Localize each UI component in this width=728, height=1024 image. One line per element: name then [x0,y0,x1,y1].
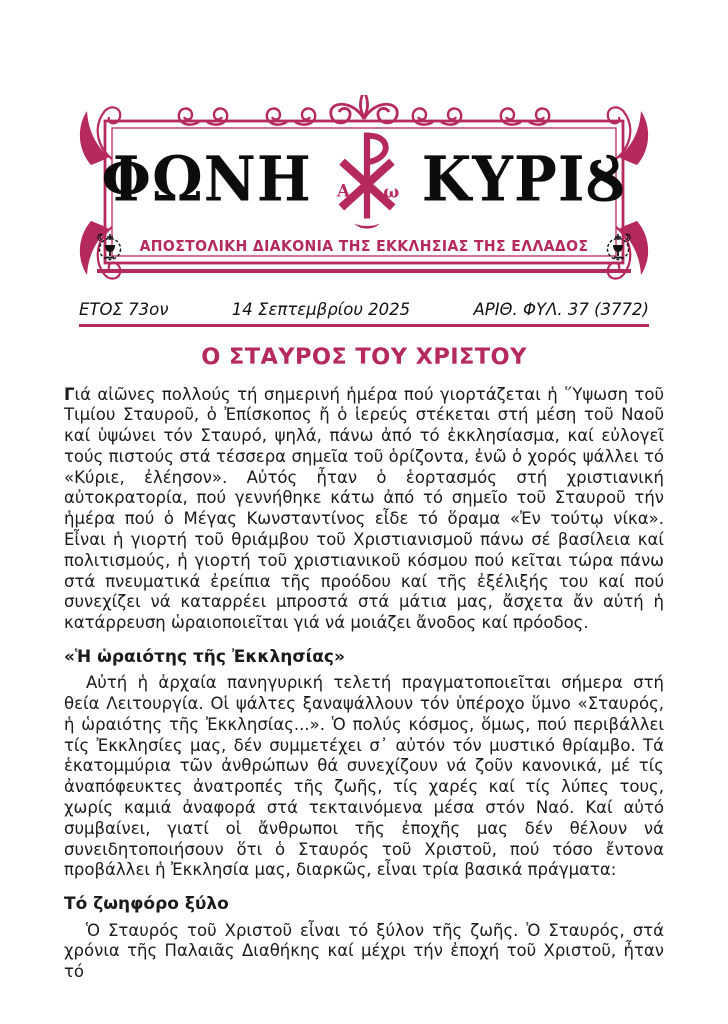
omega-glyph: ω [383,181,399,202]
logo-word-right: ΚΥΡΙȢ [421,142,627,216]
article-body [64,385,664,983]
issue-number: ΑΡΙΘ. ΦΥΛ. 37 (3772) [473,300,649,319]
issue-line [79,300,649,319]
section-heading-2: Τό ζωηφόρο ξύλο [64,894,229,915]
paragraph-1 [64,385,664,634]
logo-row [75,127,653,231]
masthead [75,95,653,287]
article-title: Ο ΣΤΑΥΡΟΣ ΤΟΥ ΧΡΙΣΤΟΥ [201,343,527,370]
chi-rho-icon [324,127,410,231]
alpha-glyph: Α [336,180,350,201]
issue-date: 14 Σεπτεμβρίου 2025 [231,300,411,319]
subtitle-row [75,231,653,263]
paragraph-2: Αὐτή ἡ ἀρχαία πανηγυρική τελετή πραγματοποιεῖται σήμερα στή θεία Λειτουργία. Οἱ ψάλτες ξαναψάλλουν τόν ὑπέροχο ὕμνο «Σταυρός, ἡ ὡραιότης τῆς Ἐκκλησίας...». Ὁ πολύς κόσμος, ὅμως, πού περιβάλλει τίς Ἐκκλησίες μας, δέν συμμετέχει σ᾽ αὐτόν τόν μυστικό θρίαμβο. Τά ἑκατομμύρια τῶν ἀνθρώπων θά συνεχίζουν νά ζοῦν κανονικά, μέ τίς ἀναπόφευκτες ἀνατροπές τῆς ζωῆς, τίς χαρές καί τίς λύπες τους, χωρίς καμιά ἀναφορά στά τεκταινόμενα μέσα στόν Ναό. Καί αὐτό συμβαίνει, γιατί οἱ ἄνθρωποι τῆς ἐποχῆς μας δέν θέλουν νά συνειδητοποιήσουν ὅτι ὁ Σταυρός τοῦ Χριστοῦ, πού τόσο ἔντονα προβάλλει ἡ Ἐκκλησία μας, διαρκῶς, εἶναι τρία βασικά πράγματα: [64,673,664,880]
section-heading-1: «Ἡ ὡραιότης τῆς Ἐκκλησίας» [64,646,345,667]
diakonia-emblem-left-icon [96,231,124,263]
issue-year: ΕΤΟΣ 73ον [79,300,169,319]
diakonia-emblem-right-icon [604,231,632,263]
paragraph-lead-initial: Γ [64,384,75,404]
logo-word-left: ΦΩΝΗ [101,142,312,216]
masthead-subtitle: ΑΠΟΣΤΟΛΙΚΗ ΔΙΑΚΟΝΙΑ ΤΗΣ ΕΚΚΛΗΣΙΑΣ ΤΗΣ ΕΛΛΑΔΟΣ [139,238,589,256]
divider-rule [79,324,649,327]
paragraph-1-text: ιά αἰῶνες πολλούς τή σημερινή ἡμέρα πού γιορτάζεται ἡ ῞Υψωση τοῦ Τιμίου Σταυροῦ, ὁ Ἐπίσκοπος ἤ ὁ ἱερεύς στέκεται στή μέση τοῦ Ναοῦ καί ὑψώνει τόν Σταυρό, ψηλά, πάνω ἀπό τό ἐκκλησίασμα, καί εὐλογεῖ τούς πιστούς στά τέσσερα σημεῖα τοῦ ὁρίζοντα, ἐνῶ ὁ χορός ψάλλει τό «Κύριε, ἐλέησον». Αὐτός ἦταν ὁ ἑορτασμός στή χριστιανική αὐτοκρατορία, πού γεννήθηκε κάτω ἀπό τό σημεῖο τοῦ Σταυροῦ τήν ἡμέρα πού ὁ Μέγας Κωνσταντίνος εἶδε τό ὅραμα «Ἐν τούτῳ νίκα». Εἶναι ἡ γιορτή τοῦ θριάμβου τοῦ Χριστιανισμοῦ πάνω σέ βασίλεια καί πολιτισμούς, ἡ γιορτή τοῦ χριστιανικοῦ κόσμου πού κεῖται τώρα πάνω στά πνευματικά ἐρείπια τῆς προόδου καί τῆς ἐξέλιξής του καί πού συνεχίζει νά καταρρέει μπροστά στά μάτια μας, ἄσχετα ἄν αὐτή ἡ κατάρρευση ὡραιοποιεῖται γιά νά μοιάζει ἄνοδος καί πρόοδος. [64,384,664,633]
paragraph-3: Ὁ Σταυρός τοῦ Χριστοῦ εἶναι τό ξύλον τῆς ζωῆς. Ὁ Σταυρός, στά χρόνια τῆς Παλαιᾶς Διαθήκης καί μέχρι τήν ἐποχή τοῦ Χριστοῦ, ἦταν τό [64,920,664,982]
